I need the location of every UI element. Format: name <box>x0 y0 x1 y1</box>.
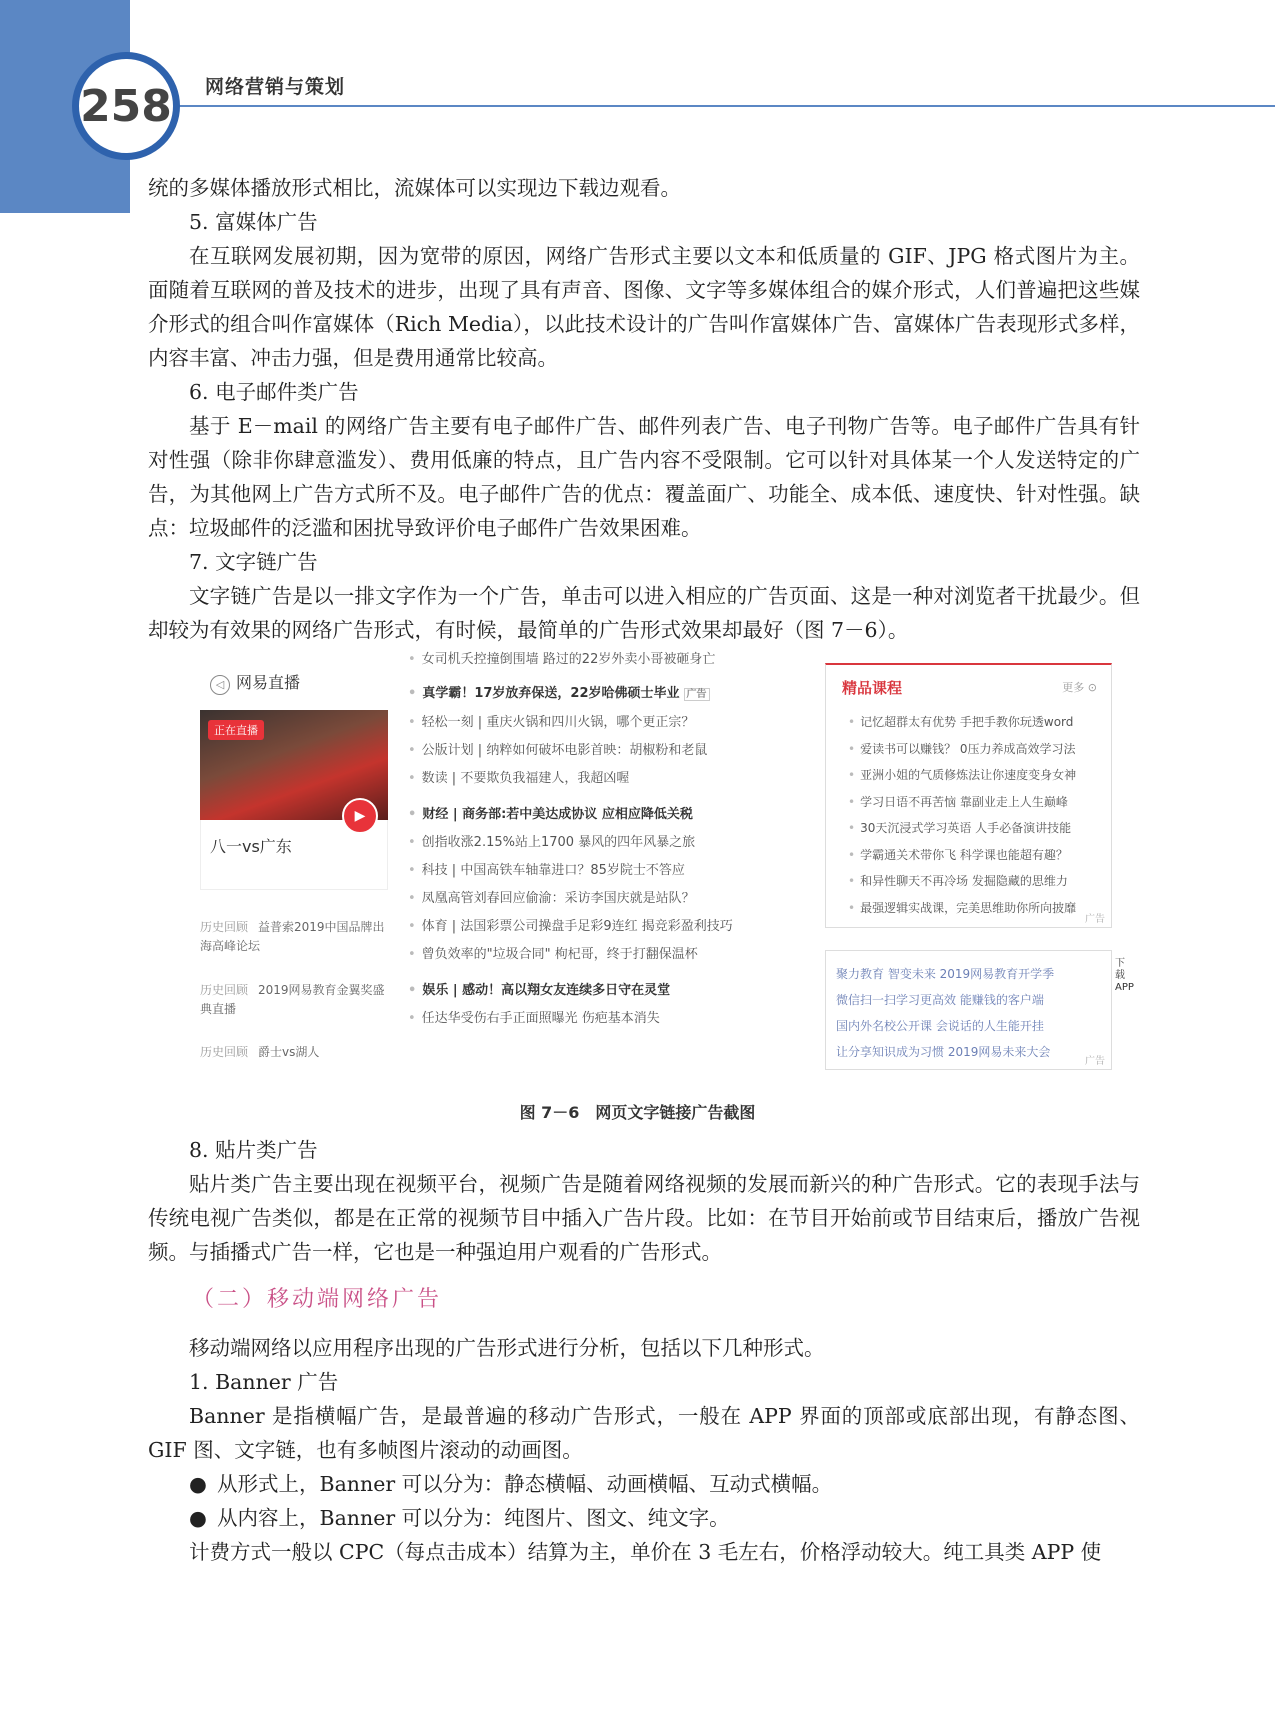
paragraph: Banner 是指横幅广告，是最普遍的移动广告形式，一般在 APP 界面的顶部或底部出现，有静态图、GIF 图、文字链，也有多帧图片滚动的动画图。 <box>148 1404 1140 1462</box>
section-title: （二）移动端网络广告 <box>192 1287 443 1312</box>
play-icon[interactable]: ▶ <box>342 798 378 834</box>
promo-item[interactable]: 国内外名校公开课 会说话的人生能开挂 <box>836 1019 1044 1033</box>
tab-courses[interactable]: 精品课程 <box>842 679 903 697</box>
history-label: 历史回顾 <box>200 1045 249 1059</box>
back-circle-icon: ◁ <box>210 675 230 695</box>
paragraph: 在互联网发展初期，因为宽带的原因，网络广告形式主要以文本和低质量的 GIF、JPG 格式图片为主。面随着互联网的普及技术的进步，出现了具有声音、图像、文字等多媒体组合的媒介形式，人们普遍把这些媒介形式的组合叫作富媒体（Rich Media），以此技术设计的广告叫作富媒体广告、富媒体广告表现形式多样，内容丰富、冲击力强，但是费用通常比较高。 <box>148 244 1140 370</box>
paragraph: 基于 E－mail 的网络广告主要有电子邮件广告、邮件列表广告、电子刊物广告等。电子邮件广告具有针对性强（除非你肆意滥发）、费用低廉的特点，且广告内容不受限制。它可以针对具体某一个人发送特定的广告，为其他网上广告方式所不及。电子邮件广告的优点：覆盖面广、功能全、成本低、速度快、针对性强。缺点：垃圾邮件的泛滥和困扰导致评价电子邮件广告效果困难。 <box>148 414 1140 540</box>
news-item[interactable]: • 科技 | 中国高铁车轴靠进口？85岁院士不答应 <box>408 863 685 878</box>
course-item[interactable]: • 爱读书可以赚钱？ 0压力养成高效学习法 <box>848 741 1076 756</box>
bullet-dot-icon: ● <box>189 1506 207 1530</box>
paragraph: 计费方式一般以 CPC（每点击成本）结算为主，单价在 3 毛左右，价格浮动较大。纯工具类 APP 使 <box>189 1540 1102 1564</box>
body-text-bottom <box>148 1133 1140 1569</box>
ad-tag: 广告 <box>684 688 710 701</box>
subheading: 7. 文字链广告 <box>189 550 318 574</box>
news-item[interactable]: • 娱乐 | 感动！高以翔女友连续多日守在灵堂 <box>408 983 671 998</box>
paragraph: 贴片类广告主要出现在视频平台，视频广告是随着网络视频的发展而新兴的种广告形式。它的表现手法与传统电视广告类似，都是在正常的视频节目中插入广告片段。比如：在节目开始前或节目结束后，播放广告视频。与插播式广告一样，它也是一种强迫用户观看的广告形式。 <box>148 1172 1140 1264</box>
course-item[interactable]: • 最强逻辑实战课，完美思维助你所向披靡 <box>848 900 1077 915</box>
qr-download-label[interactable]: 下载APP <box>1115 958 1134 993</box>
live-panel <box>200 658 390 1078</box>
promo-item[interactable]: 聚力教育 智变未来 2019网易教育开学季 <box>836 967 1055 981</box>
subheading: 8. 贴片类广告 <box>189 1138 318 1162</box>
history-item[interactable] <box>200 918 390 956</box>
news-item[interactable]: • 真学霸！17岁放弃保送，22岁哈佛硕士毕业 广告 <box>408 680 753 709</box>
news-item[interactable]: • 凤凰高管刘春回应偷渝：采访李国庆就是站队？ <box>408 891 695 906</box>
history-label: 历史回顾 <box>200 983 249 997</box>
bullet-item: ● 从形式上，Banner 可以分为：静态横幅、动画横幅、互动式横幅。 <box>148 1467 1140 1501</box>
history-item[interactable] <box>200 981 390 1019</box>
history-value: 益普索2019中国品牌出海高峰论坛 <box>200 920 385 953</box>
news-item[interactable]: • 曾负效率的"垃圾合同" 枸杞哥，终于打翻保温杯 <box>408 947 698 962</box>
news-item[interactable]: • 任达华受伤右手正面照曝光 伤疤基本消失 <box>408 1011 660 1026</box>
bullet-dot-icon: ● <box>189 1472 207 1496</box>
news-item[interactable]: • 女司机夭控撞倒围墙 路过的22岁外卖小哥被砸身亡 <box>408 652 716 667</box>
paragraph: 文字链广告是以一排文字作为一个广告，单击可以进入相应的广告页面、这是一种对浏览者干扰最少。但却较为有效果的网络广告形式，有时候，最简单的广告形式效果却最好（图 7－6）。 <box>148 584 1140 642</box>
page-number: 258 <box>72 52 180 160</box>
history-label: 历史回顾 <box>200 920 249 934</box>
promo-item[interactable]: 让分享知识成为习惯 2019网易未来大会 <box>836 1045 1051 1059</box>
header-rule <box>150 105 1275 107</box>
news-list <box>408 652 753 1078</box>
news-item[interactable]: • 公版计划 | 纳粹如何破坏电影首映：胡椒粉和老鼠 <box>408 743 708 758</box>
header-decor-square <box>112 196 122 206</box>
promo-list <box>836 961 1054 1065</box>
promo-box <box>825 950 1112 1070</box>
subheading: 6. 电子邮件类广告 <box>189 380 359 404</box>
course-item[interactable]: • 学霸通关术带你飞 科学课也能超有趣？ <box>848 847 1068 862</box>
more-link[interactable]: 更多 ⊙ <box>1062 681 1097 694</box>
figure-screenshot <box>200 652 1134 1078</box>
course-list <box>848 709 1076 921</box>
paragraph: 移动端网络以应用程序出现的广告形式进行分析，包括以下几种形式。 <box>189 1336 825 1360</box>
news-item[interactable]: • 数读 | 不要欺负我福建人，我超凶喔 <box>408 771 630 786</box>
running-title: 网络营销与策划 <box>205 76 346 98</box>
ad-label: 广告 <box>1085 1056 1105 1067</box>
course-item[interactable]: • 30天沉浸式学习英语 人手必备演讲技能 <box>848 821 1072 835</box>
promo-item[interactable]: 微信扫一扫学习更高效 能赚钱的客户端 <box>836 993 1044 1007</box>
course-item[interactable]: • 亚洲小姐的气质修炼法让你速度变身女神 <box>848 768 1077 782</box>
course-item[interactable]: • 学习日语不再苦恼 靠副业走上人生巅峰 <box>848 794 1068 809</box>
bullet-item: ● 从内容上，Banner 可以分为：纯图片、图文、纯文字。 <box>148 1501 1140 1535</box>
history-value: 2019网易教育金翼奖盛典直播 <box>200 983 385 1016</box>
course-item[interactable]: • 和异性聊天不再冷场 发掘隐藏的思维力 <box>848 874 1068 888</box>
header-decor-square <box>98 184 112 198</box>
body-text-top <box>148 171 1140 647</box>
paragraph: 统的多媒体播放形式相比，流媒体可以实现边下载边观看。 <box>148 176 681 200</box>
history-value: 爵士vs湖人 <box>258 1045 320 1059</box>
history-item[interactable] <box>200 1043 390 1062</box>
match-title[interactable]: 八一vs广东 <box>210 837 292 856</box>
ad-label: 广告 <box>1085 914 1105 925</box>
news-item[interactable]: • 轻松一刻 | 重庆火锅和四川火锅，哪个更正宗？ <box>408 715 695 730</box>
news-item[interactable]: • 体育 | 法国彩票公司操盘手足彩9连红 揭竞彩盈利技巧 <box>408 919 733 934</box>
news-item[interactable]: • 创指收涨2.15%站上1700 暴风的四年风暴之旅 <box>408 835 696 850</box>
subheading: 1. Banner 广告 <box>189 1370 339 1394</box>
subheading: 5. 富媒体广告 <box>189 210 318 234</box>
live-badge: 正在直播 <box>208 720 264 740</box>
live-title: 网易直播 <box>236 673 301 692</box>
figure-caption: 图 7－6 网页文字链接广告截图 <box>519 1103 756 1122</box>
news-item[interactable]: • 财经 | 商务部:若中美达成协议 应相应降低关税 <box>408 807 693 822</box>
live-header <box>210 670 300 695</box>
course-box <box>825 663 1112 928</box>
course-item[interactable]: • 记忆超群太有优势 手把手教你玩透word <box>848 715 1074 729</box>
